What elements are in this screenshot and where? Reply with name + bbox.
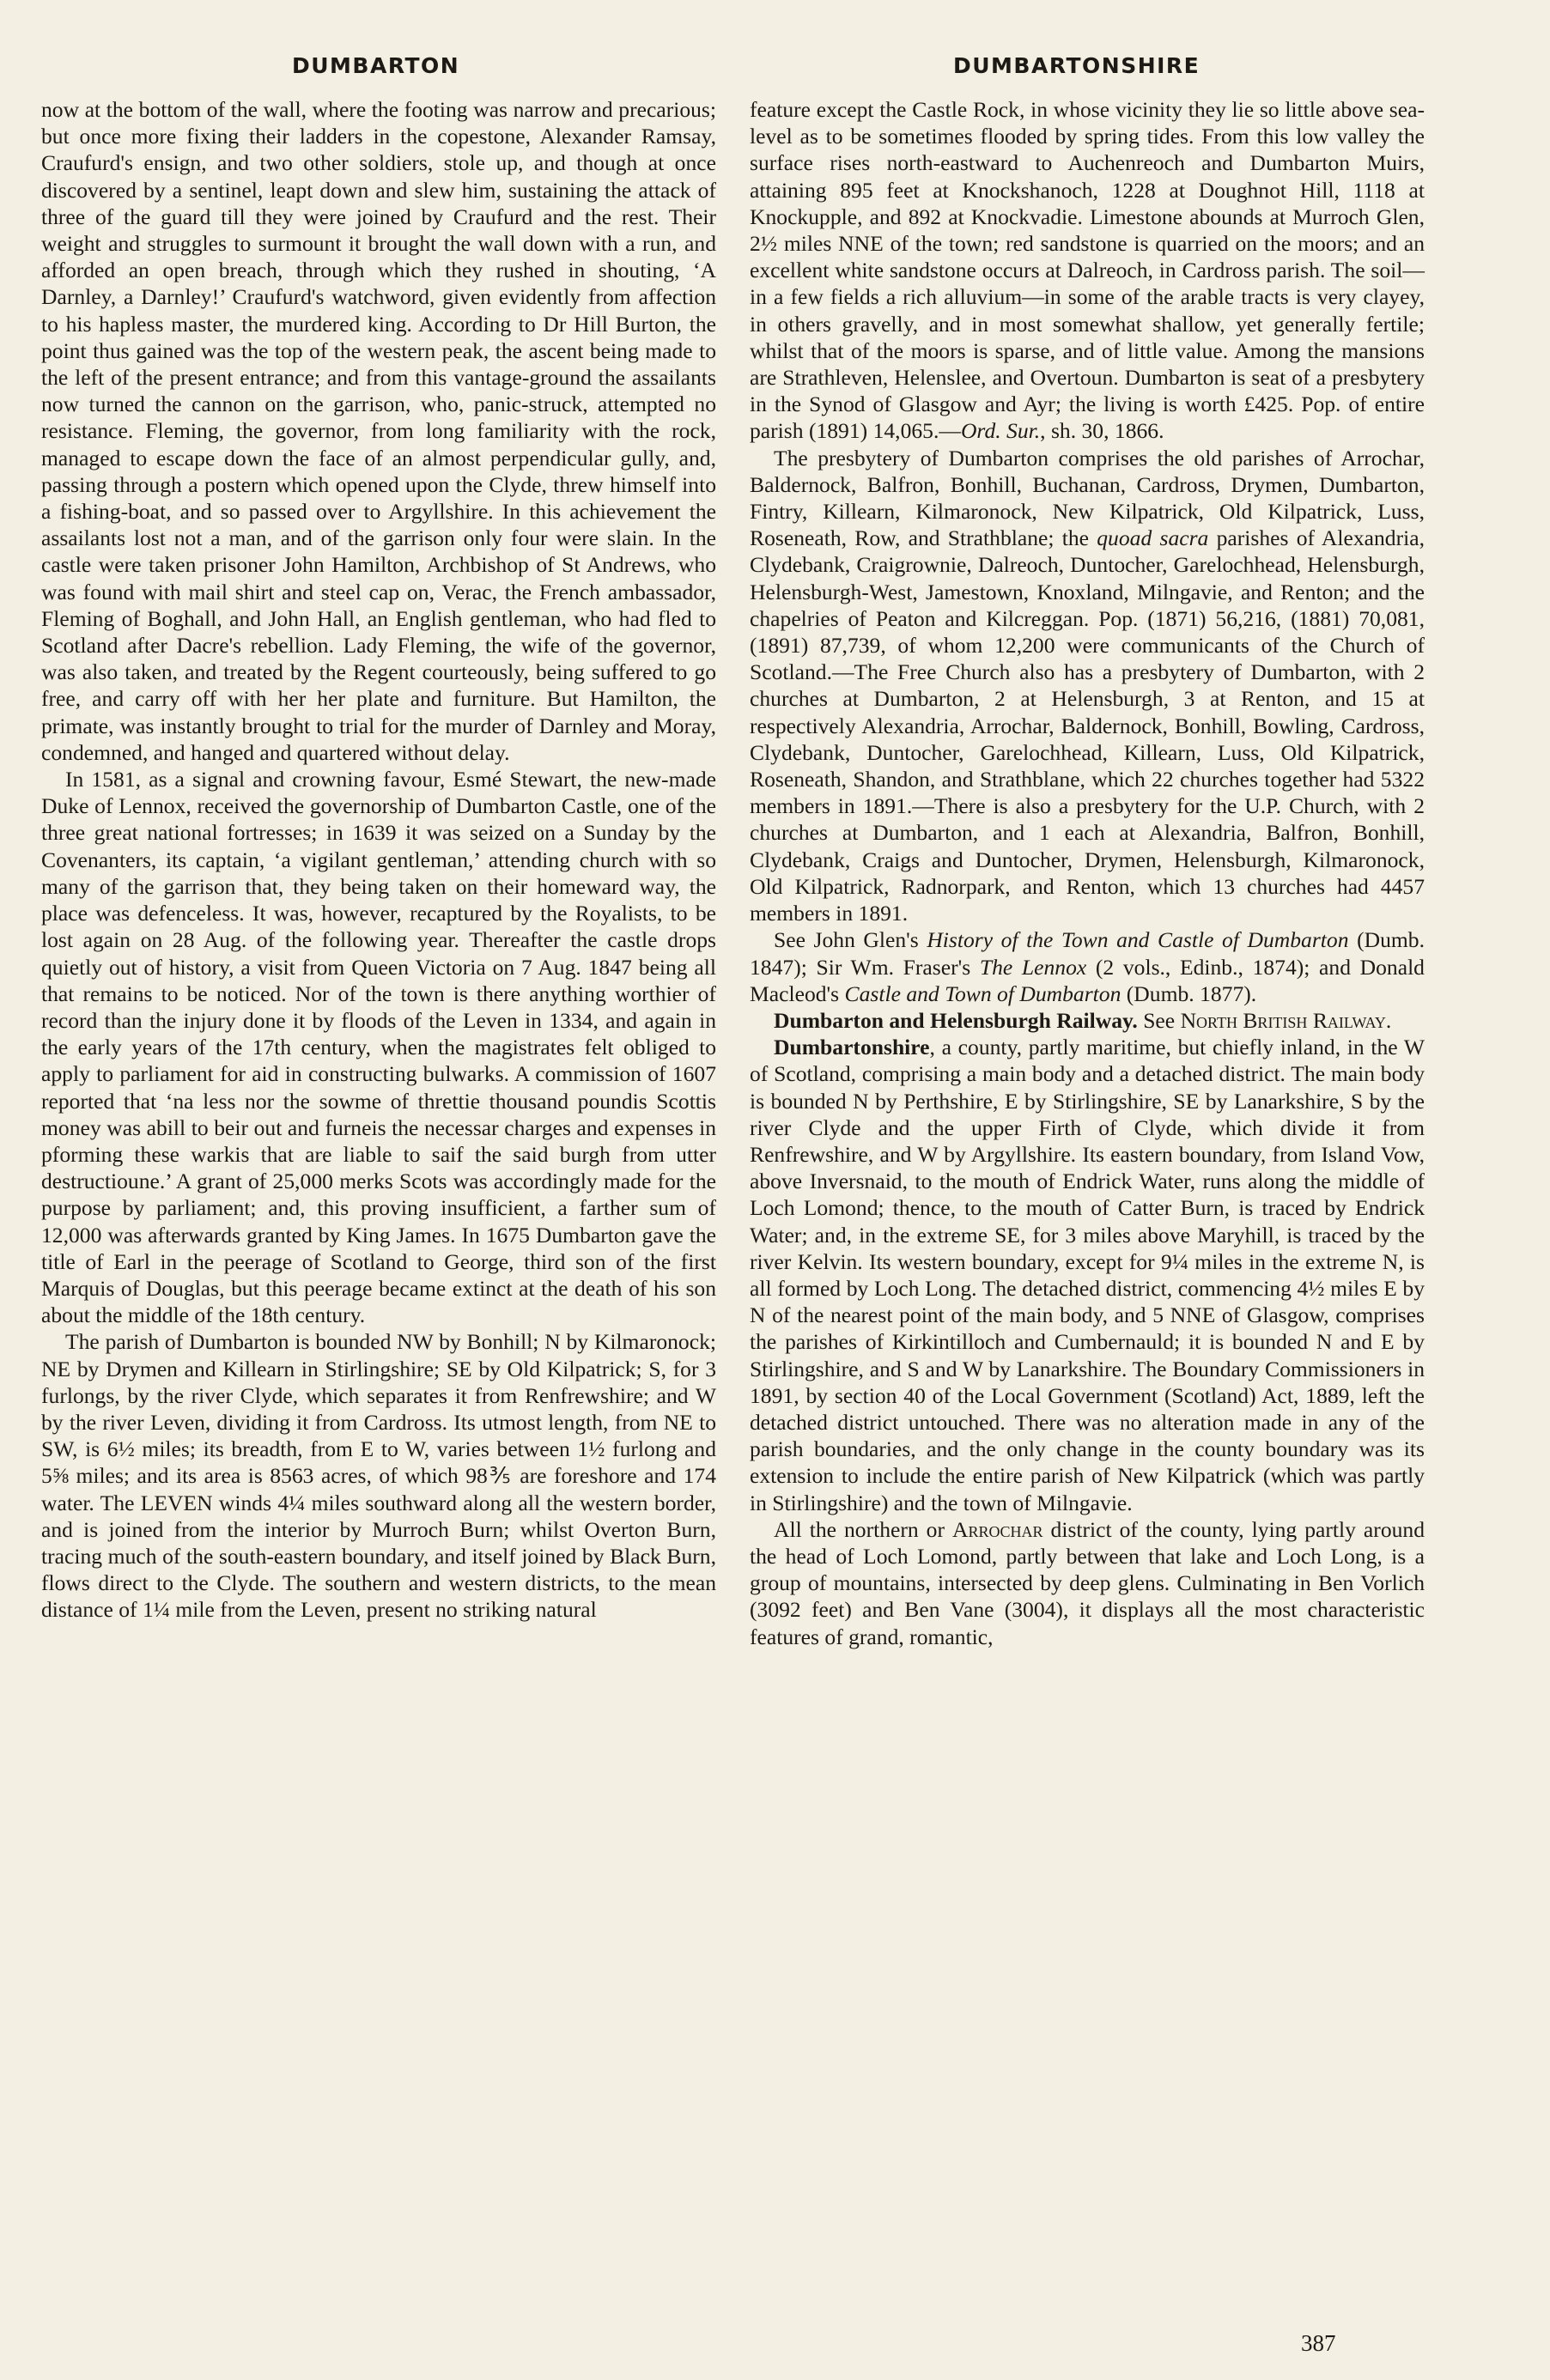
text-run: , sh. 30, 1866. xyxy=(1040,418,1164,444)
text-run: The presbytery of Dumbarton comprises the old parishes of Arrochar, Baldernock, Balfron, Bonhill, Buchanan, Cardross, Drymen, Dumbarton, Fintry, Killearn, Kilmaronock, New Kilpatrick, Old Kilpatrick, Luss, Roseneath, Row, and Strathblane; the xyxy=(750,445,1425,551)
running-header-left: DUMBARTON xyxy=(292,53,460,78)
entry-paragraph xyxy=(750,1034,1425,1516)
running-header-right: DUMBARTONSHIRE xyxy=(953,53,1200,78)
text-run: parishes of Alexandria, Clydebank, Craigrownie, Dalreoch, Duntocher, Garelochhead, Helensburgh, Helensburgh-West, Jamestown, Knoxland, Milngavie, and Renton; and the chapelries of Peaton and Kilcreggan. Pop. (1871) 56,216, (1881) 70,081, (1891) 87,739, of whom 12,200 were communicants of the Church of Scotland.—The Free Church also has a presbytery of Dumbarton, with 2 churches at Dumbarton, 2 at Helensburgh, 3 at Renton, and 15 at respectively Alexandria, Arrochar, Baldernock, Bonhill, Bowling, Cardross, Clydebank, Duntocher, Garelochhead, Killearn, Luss, Old Kilpatrick, Roseneath, Shandon, and Strathblane, which 22 churches together had 5322 members in 1891.—There is also a presbytery for the U.P. Church, with 2 churches at Dumbarton, and 1 each at Alexandria, Balfron, Bonhill, Clydebank, Craigs and Duntocher, Drymen, Helensburgh, Kilmaronock, Old Kilpatrick, Radnorpark, and Renton, which 13 churches had 4457 members in 1891. xyxy=(750,525,1425,926)
text-run: feature except the Castle Rock, in whose vicinity they lie so little above sea-level as to be sometimes flooded by spring tides. From this low valley the surface rises north-eastward to Auchenreoch and Dumbarton Muirs, attaining 895 feet at Knockshanoch, 1228 at Doughnot Hill, 1118 at Knockupple, and 892 at Knockvadie. Limestone abounds at Murroch Glen, 2½ miles NNE of the town; red sandstone is quarried on the moors; and an excellent white sandstone occurs at Dalreoch, in Cardross parish. The soil—in a few fields a rich alluvium—in some of the arable tracts is very clayey, in others gravelly, and in most somewhat shallow, yet generally fertile; whilst that of the moors is sparse, and of little value. Among the mansions are Strathleven, Helenslee, and Overtoun. Dumbarton is seat of a presbytery in the Synod of Glasgow and Ayr; the living is worth £425. Pop. of entire parish (1891) 14,065.— xyxy=(750,97,1425,444)
left-column xyxy=(41,96,716,1624)
text-run: district of the county, lying partly around the head of Loch Lomond, partly between that lake and Loch Long, is a group of mountains, intersected by deep glens. Culminating in Ben Vorlich (3092 feet) and Ben Vane (3004), it displays all the most characteristic features of grand, romantic, xyxy=(750,1516,1425,1649)
paragraph xyxy=(750,445,1425,927)
text-run: See John Glen's xyxy=(774,927,927,953)
text-run: See xyxy=(1137,1007,1181,1033)
cross-reference: North British Railway xyxy=(1180,1007,1386,1033)
paragraph: now at the bottom of the wall, where the footing was narrow and precarious; but once more fixing their ladders in the copestone, Alexander Ramsay, Craufurd's ensign, and two other soldiers, stole up, and though at once discovered by a sentinel, leapt down and slew him, sustaining the attack of three of the guard till they were joined by Craufurd and the rest. Their weight and struggles to surmount it brought the wall down with a run, and afforded an open breach, through which they rushed in shouting, ‘A Darnley, a Darnley!’ Craufurd's watchword, given evidently from affection to his hapless master, the murdered king. According to Dr Hill Burton, the point thus gained was the top of the western peak, the ascent being made to the left of the present entrance; and from this vantage-ground the assailants now turned the cannon on the garrison, who, panic-struck, attempted no resistance. Fleming, the governor, from long familiarity with the rock, managed to escape down the face of an almost perpendicular gully, and, passing through a postern which opened upon the Clyde, threw himself into a fishing-boat, and so passed over to Argyllshire. In this achievement the assailants lost not a man, and of the garrison only four were slain. In the castle were taken prisoner John Hamilton, Archbishop of St Andrews, who was found with mail shirt and steel cap on, Verac, the French ambassador, Fleming of Boghall, and John Hall, an English gentleman, who had fled to Scotland after Dacre's rebellion. Lady Fleming, the wife of the governor, was also taken, and treated by the Regent courteously, being suffered to go free, and carry off with her her plate and furniture. But Hamilton, the primate, was instantly brought to trial for the murder of Darnley and Moray, condemned, and hanged and quartered without delay. xyxy=(41,97,716,765)
entry-headword: Dumbartonshire xyxy=(774,1035,930,1060)
text-run: (Dumb. 1847); Sir Wm. Fraser's xyxy=(750,927,1425,980)
text-run: , a county, partly maritime, but chiefly inland, in the W of Scotland, comprising a main body and a detached district. The main body is bounded N by Perthshire, E by Stirlingshire, SE by Lanarkshire, S by the river Clyde and the upper Firth of Clyde, which divide it from Renfrewshire, and W by Argyllshire. Its eastern boundary, from Island Vow, above Inversnaid, to the mouth of Endrick Water, runs along the middle of Loch Lomond; thence, to the mouth of Catter Burn, is traced by Endrick Water; and, in the extreme SE, for 3 miles above Maryhill, is traced by the river Kelvin. Its western boundary, except for 9¼ miles in the extreme N, is all formed by Loch Long. The detached district, commencing 4½ miles E by N of the nearest point of the main body, and 5 NNE of Glasgow, comprises the parishes of Kirkintilloch and Cumbernauld; it is bounded N and E by Stirlingshire, and S and W by Lanarkshire. The Boundary Commissioners in 1891, by section 40 of the Local Government (Scotland) Act, 1889, left the detached district untouched. There was no alteration made in any of the parish boundaries, and the only change in the county boundary was its extension to include the entire parish of New Kilpatrick (which was partly in Stirlingshire) and the town of Milngavie. xyxy=(750,1035,1425,1515)
entry-headword: Dumbarton and Helensburgh Railway. xyxy=(774,1007,1138,1033)
text-run: (Dumb. 1877). xyxy=(1121,981,1257,1006)
book-title: Castle and Town of Dumbarton xyxy=(844,981,1121,1006)
page-number: 387 xyxy=(1301,2330,1336,2356)
paragraph xyxy=(750,96,1425,445)
cross-reference: Arrochar xyxy=(952,1516,1043,1542)
book-title: The Lennox xyxy=(979,954,1087,980)
citation: Ord. Sur. xyxy=(960,418,1041,444)
paragraph: The parish of Dumbarton is bounded NW by Bonhill; N by Kilmaronock; NE by Drymen and Killearn in Stirlingshire; SE by Old Kilpatrick; S, for 3 furlongs, by the river Clyde, which separates it from Renfrewshire; and W by the river Leven, dividing it from Cardross. Its utmost length, from NE to SW, is 6½ miles; its breadth, from E to W, varies between 1½ furlong and 5⅝ miles; and its area is 8563 acres, of which 98⅗ are foreshore and 174 water. The LEVEN winds 4¼ miles southward along all the western border, and is joined from the interior by Murroch Burn; whilst Overton Burn, tracing much of the south-eastern boundary, and itself joined by Black Burn, flows direct to the Clyde. The southern and western districts, to the mean distance of 1¼ mile from the Leven, present no striking natural xyxy=(41,1329,716,1623)
italic-term: quoad sacra xyxy=(1097,525,1209,551)
paragraph xyxy=(750,1516,1425,1650)
book-title: History of the Town and Castle of Dumbarton xyxy=(927,927,1349,953)
paragraph: In 1581, as a signal and crowning favour, Esmé Stewart, the new-made Duke of Lennox, received the governorship of Dumbarton Castle, one of the three great national fortresses; in 1639 it was seized on a Sunday by the Covenanters, its captain, ‘a vigilant gentleman,’ attending church with so many of the garrison that, they being taken on their homeward way, the place was defenceless. It was, however, recaptured by the Royalists, to be lost again on 28 Aug. of the following year. Thereafter the castle drops quietly out of history, a visit from Queen Victoria on 7 Aug. 1847 being all that remains to be noticed. Nor of the town is there anything worthier of record than the injury done it by floods of the Leven in 1334, and again in the early years of the 17th century, when the magistrates felt obliged to apply to parliament for aid in constructing bulwarks. A commission of 1607 reported that ‘na less nor the sowme of threttie thousand poundis Scottis money was abill to beir out and furneis the necessar charges and expenses in pforming these warkis that are liable to saif the said burgh from utter destructioune.’ A grant of 25,000 merks Scots was accordingly made for the purpose by parliament; and, this proving insufficient, a farther sum of 12,000 was afterwards granted by King James. In 1675 Dumbarton gave the title of Earl in the peerage of Scotland to George, third son of the first Marquis of Douglas, but this peerage became extinct at the death of his son about the middle of the 18th century. xyxy=(41,767,716,1328)
entry-paragraph xyxy=(750,1007,1425,1034)
right-column xyxy=(750,96,1425,1650)
text-run: . xyxy=(1385,1007,1392,1033)
paragraph xyxy=(750,926,1425,1007)
text-run: (2 vols., Edinb., 1874); and Donald Macleod's xyxy=(750,954,1425,1006)
text-run: All the northern or xyxy=(774,1516,953,1542)
